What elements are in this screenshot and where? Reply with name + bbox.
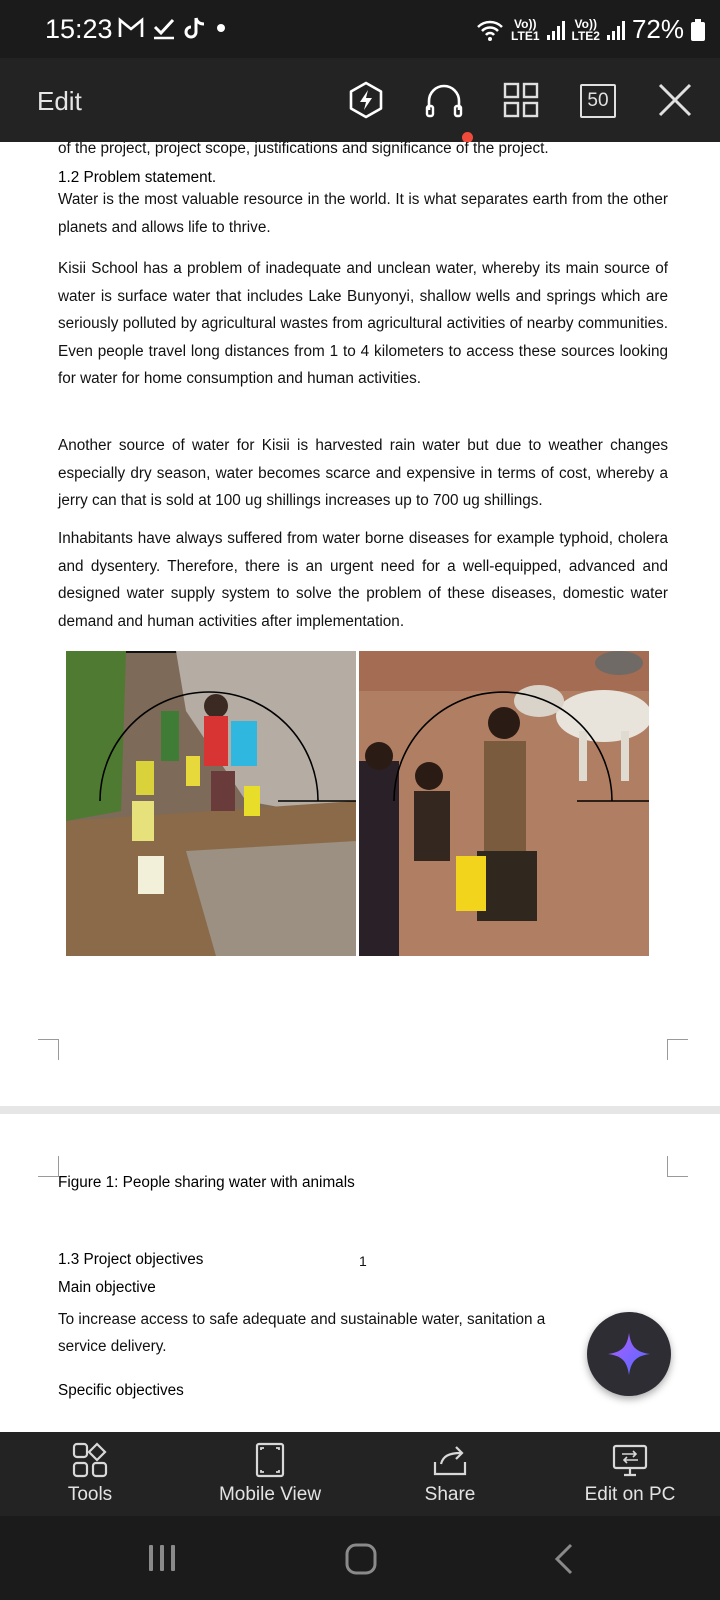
people-at-spring-image (66, 651, 356, 956)
mobile-view-icon (252, 1442, 288, 1478)
page-count-button[interactable] (580, 84, 616, 118)
edit-mode-button[interactable]: Edit (37, 86, 82, 116)
ai-lightning-icon[interactable] (346, 80, 386, 120)
signal2-icon (606, 19, 626, 41)
signal1-icon (546, 19, 566, 41)
paragraph-2: Kisii School has a problem of inadequate and unclean water, whereby its main source of water is surface water that includes Lake Bunyonyi, shallow wells and springs which are seriously polluted by agricultural wastes from agricultural activities of nearby communities. Even people travel long distances from 1 to 4 kilometers to access these sources looking for water for home consumption and human activities. (58, 260, 668, 387)
close-icon[interactable] (655, 80, 695, 120)
paragraph-4: Inhabitants have always suffered from water borne diseases for example typhoid, cholera and dysentery. Therefore, there is an urgent need for a well-equipped, advanced and designed water supply system to solve the problem of these diseases, domestic water demand and human activities after implementation. (58, 530, 668, 630)
paragraph-1: Water is the most valuable resource in the world. It is what separates earth from the other planets and allows life to thrive. (58, 191, 668, 236)
mobile-view-button[interactable] (180, 1432, 360, 1516)
share-icon (432, 1442, 468, 1478)
tiktok-icon (184, 16, 206, 40)
recent-apps-icon[interactable] (146, 1542, 178, 1574)
grid-view-icon[interactable] (501, 80, 541, 120)
page-separator (0, 1106, 720, 1114)
notification-icons (118, 16, 228, 40)
tools-icon (72, 1442, 108, 1478)
main-objective-text: To increase access to safe adequate and sustainable water, sanitation a (58, 1311, 546, 1328)
battery-percentage: 72% (631, 14, 684, 44)
page-corner-bottom-right (667, 1039, 688, 1060)
system-navigation-bar (0, 1516, 720, 1600)
dot-icon (214, 16, 228, 40)
tools-button[interactable] (0, 1432, 180, 1516)
sparkle-icon (606, 1331, 652, 1377)
check-icon (152, 16, 176, 40)
edit-on-pc-label: Edit on PC (584, 1484, 676, 1505)
main-objective-heading: Main objective (58, 1279, 156, 1296)
figure-image-right[interactable] (359, 651, 649, 956)
page-corner-top-left (38, 1156, 59, 1177)
children-cattle-water-image (359, 651, 649, 956)
gmail-icon (118, 17, 144, 39)
headphones-icon[interactable] (424, 80, 464, 120)
bottom-action-bar (0, 1432, 720, 1516)
mobile-view-label: Mobile View (218, 1484, 322, 1505)
status-bar (0, 0, 720, 58)
home-icon[interactable] (344, 1542, 378, 1576)
sim1-label (511, 18, 539, 42)
system-icons (475, 14, 706, 45)
page-count: 50 (587, 90, 609, 111)
tools-label: Tools (67, 1484, 113, 1505)
page-corner-bottom-left (38, 1039, 59, 1060)
paragraph-3: Another source of water for Kisii is harvested rain water but due to weather changes especially dry season, water becomes scarce and expensive in terms of cost, whereby a jerry can that is sold at 100 ug shillings increases up to 700 ug shillings. (58, 437, 668, 509)
document-canvas[interactable] (0, 142, 720, 1432)
desktop-icon (612, 1442, 648, 1478)
back-icon[interactable] (550, 1542, 580, 1576)
section-1-3-heading: 1.3 Project objectives (58, 1251, 204, 1268)
figure-image-left[interactable] (66, 651, 356, 956)
sim2-label (572, 18, 600, 42)
intro-tail-text: of the project, project scope, justifications and significance of the project. (58, 142, 549, 157)
ai-assistant-button[interactable] (587, 1312, 671, 1396)
sim1-network: LTE1 (511, 28, 540, 43)
section-1-2-heading: 1.2 Problem statement. (58, 169, 217, 186)
share-button[interactable] (360, 1432, 540, 1516)
edit-on-pc-button[interactable] (540, 1432, 720, 1516)
app-toolbar (0, 58, 720, 142)
status-time: 15:23 (45, 14, 113, 44)
specific-objectives-heading: Specific objectives (58, 1382, 184, 1399)
share-label: Share (424, 1484, 476, 1505)
sim2-network: LTE2 (571, 28, 600, 43)
figure-caption: Figure 1: People sharing water with animals (58, 1174, 355, 1191)
main-objective-text-continued: service delivery. (58, 1338, 167, 1355)
page-corner-top-right (667, 1156, 688, 1177)
wifi-icon (475, 18, 505, 42)
page-number: 1 (359, 1253, 367, 1269)
sim1-volte: Vo)) (514, 16, 537, 31)
sim2-volte: Vo)) (574, 16, 597, 31)
battery-icon (690, 18, 706, 42)
